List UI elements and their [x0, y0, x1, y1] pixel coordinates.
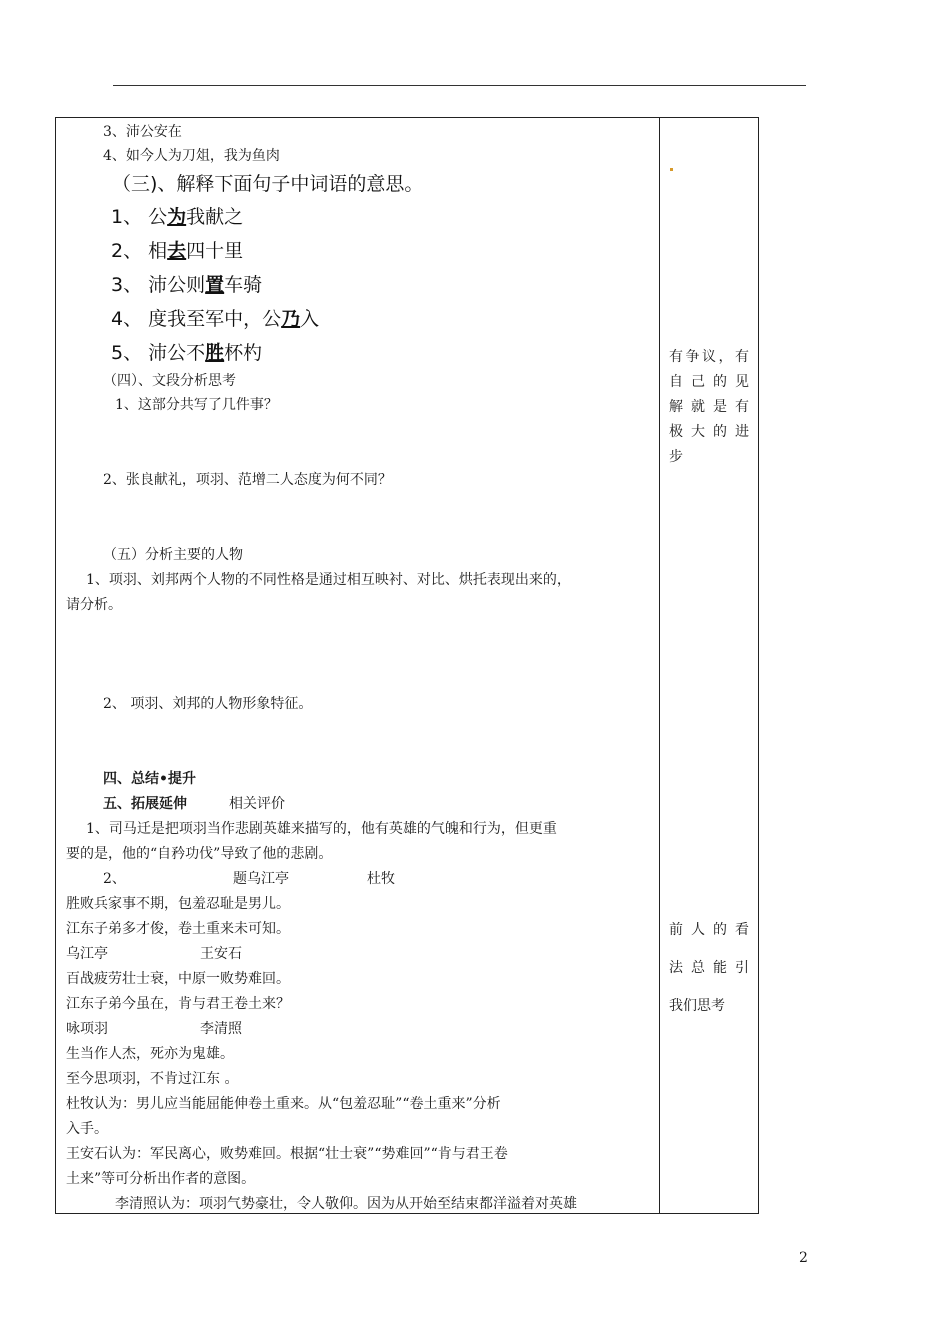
poem-line: 至今思项羽，不肯过江东 。	[66, 1071, 239, 1087]
paragraph-line: 王安石认为：军民离心，败势难回。根据“壮士衰”“势难回”“肯与君王卷	[66, 1146, 508, 1162]
text-line: 4、如今人为刀俎，我为鱼肉	[103, 148, 280, 164]
section-heading: （五）分析主要的人物	[103, 547, 243, 563]
paragraph-line: 入手。	[66, 1121, 108, 1137]
paragraph-line: 1、项羽、刘邦两个人物的不同性格是通过相互映衬、对比、烘托表现出来的，	[86, 572, 571, 588]
section-heading: （四）、文段分析思考	[103, 373, 236, 389]
question: 2、张良献礼，项羽、范增二人态度为何不同？	[103, 472, 392, 488]
vocab-key-word: 为	[167, 206, 187, 228]
poem-title: 乌江亭	[66, 946, 108, 962]
note-line: 自己的见	[669, 374, 749, 390]
poem-title: 咏项羽	[66, 1021, 108, 1037]
page-number: 2	[799, 1250, 808, 1266]
note-line: 步	[669, 449, 683, 465]
poem-line: 江东子弟多才俊，卷土重来未可知。	[66, 921, 290, 937]
vocab-item-post: 杯杓	[224, 342, 263, 364]
question: 1、这部分共写了几件事？	[115, 397, 278, 413]
extension-heading	[103, 795, 285, 813]
poem-line: 百战疲劳壮士衰，中原一败势难回。	[66, 971, 290, 987]
paragraph-line: 李清照认为：项羽气势豪壮，令人敬仰。因为从开始至结束都洋溢着对英雄	[115, 1196, 577, 1212]
section-heading: （三)、解释下面句子中词语的意思。	[112, 173, 424, 195]
marker-dot	[670, 168, 673, 171]
extension-title: 五、拓展延伸	[103, 796, 187, 812]
summary-heading: 四、总结•提升	[103, 771, 196, 787]
vocab-item	[111, 240, 243, 262]
vocab-item-post: 四十里	[186, 240, 244, 262]
note-line: 法总能引	[669, 960, 749, 976]
vocab-item-pre: 4、 度我至军中，公	[111, 308, 282, 330]
vocab-item	[111, 206, 243, 228]
paragraph-line: 杜牧认为：男儿应当能屈能伸卷土重来。从“包羞忍耻”“卷土重来”分析	[66, 1096, 501, 1112]
extension-subtitle: 相关评价	[229, 796, 285, 812]
note-line: 极大的进	[669, 424, 749, 440]
poem-title: 题乌江亭	[233, 871, 289, 887]
poem-author: 杜牧	[367, 871, 395, 887]
question: 2、 项羽、刘邦的人物形象特征。	[103, 696, 313, 712]
vocab-item-pre: 5、 沛公不	[111, 342, 206, 364]
note-line: 解就是有	[669, 399, 749, 415]
vocab-key-word: 乃	[281, 308, 301, 330]
vocab-item	[111, 274, 262, 296]
vocab-item-pre: 2、 相	[111, 240, 168, 262]
vocab-item-post: 入	[300, 308, 320, 330]
poem-number: 2、	[103, 871, 126, 887]
vocab-item-post: 车骑	[224, 274, 263, 296]
header-rule	[113, 85, 806, 86]
poem-line: 江东子弟今虽在，肯与君王卷土来？	[66, 996, 290, 1012]
paragraph-line: 要的是，他的“自矜功伐”导致了他的悲剧。	[66, 846, 333, 862]
text-line: 3、沛公安在	[103, 124, 182, 140]
note-line: 有争议，有	[669, 349, 749, 365]
poem-author: 李清照	[200, 1021, 242, 1037]
vocab-item	[111, 308, 319, 330]
vocab-key-word: 置	[205, 274, 225, 296]
vocab-item-pre: 3、 沛公则	[111, 274, 206, 296]
poem-line: 生当作人杰，死亦为鬼雄。	[66, 1046, 234, 1062]
note-line: 前人的看	[669, 922, 749, 938]
paragraph-line: 土来”等可分析出作者的意图。	[66, 1171, 256, 1187]
vocab-key-word: 胜	[205, 342, 225, 364]
note-line: 我们思考	[669, 998, 725, 1014]
poem-line: 胜败兵家事不期，包羞忍耻是男儿。	[66, 896, 290, 912]
poem-author: 王安石	[200, 946, 242, 962]
paragraph-line: 请分析。	[66, 597, 122, 613]
column-divider	[659, 118, 660, 1213]
paragraph-line: 1、司马迁是把项羽当作悲剧英雄来描写的，他有英雄的气魄和行为，但更重	[86, 821, 557, 837]
vocab-item-pre: 1、 公	[111, 206, 168, 228]
vocab-key-word: 去	[167, 240, 187, 262]
lesson-table	[55, 117, 759, 1214]
vocab-item	[111, 342, 262, 364]
vocab-item-post: 我献之	[186, 206, 244, 228]
